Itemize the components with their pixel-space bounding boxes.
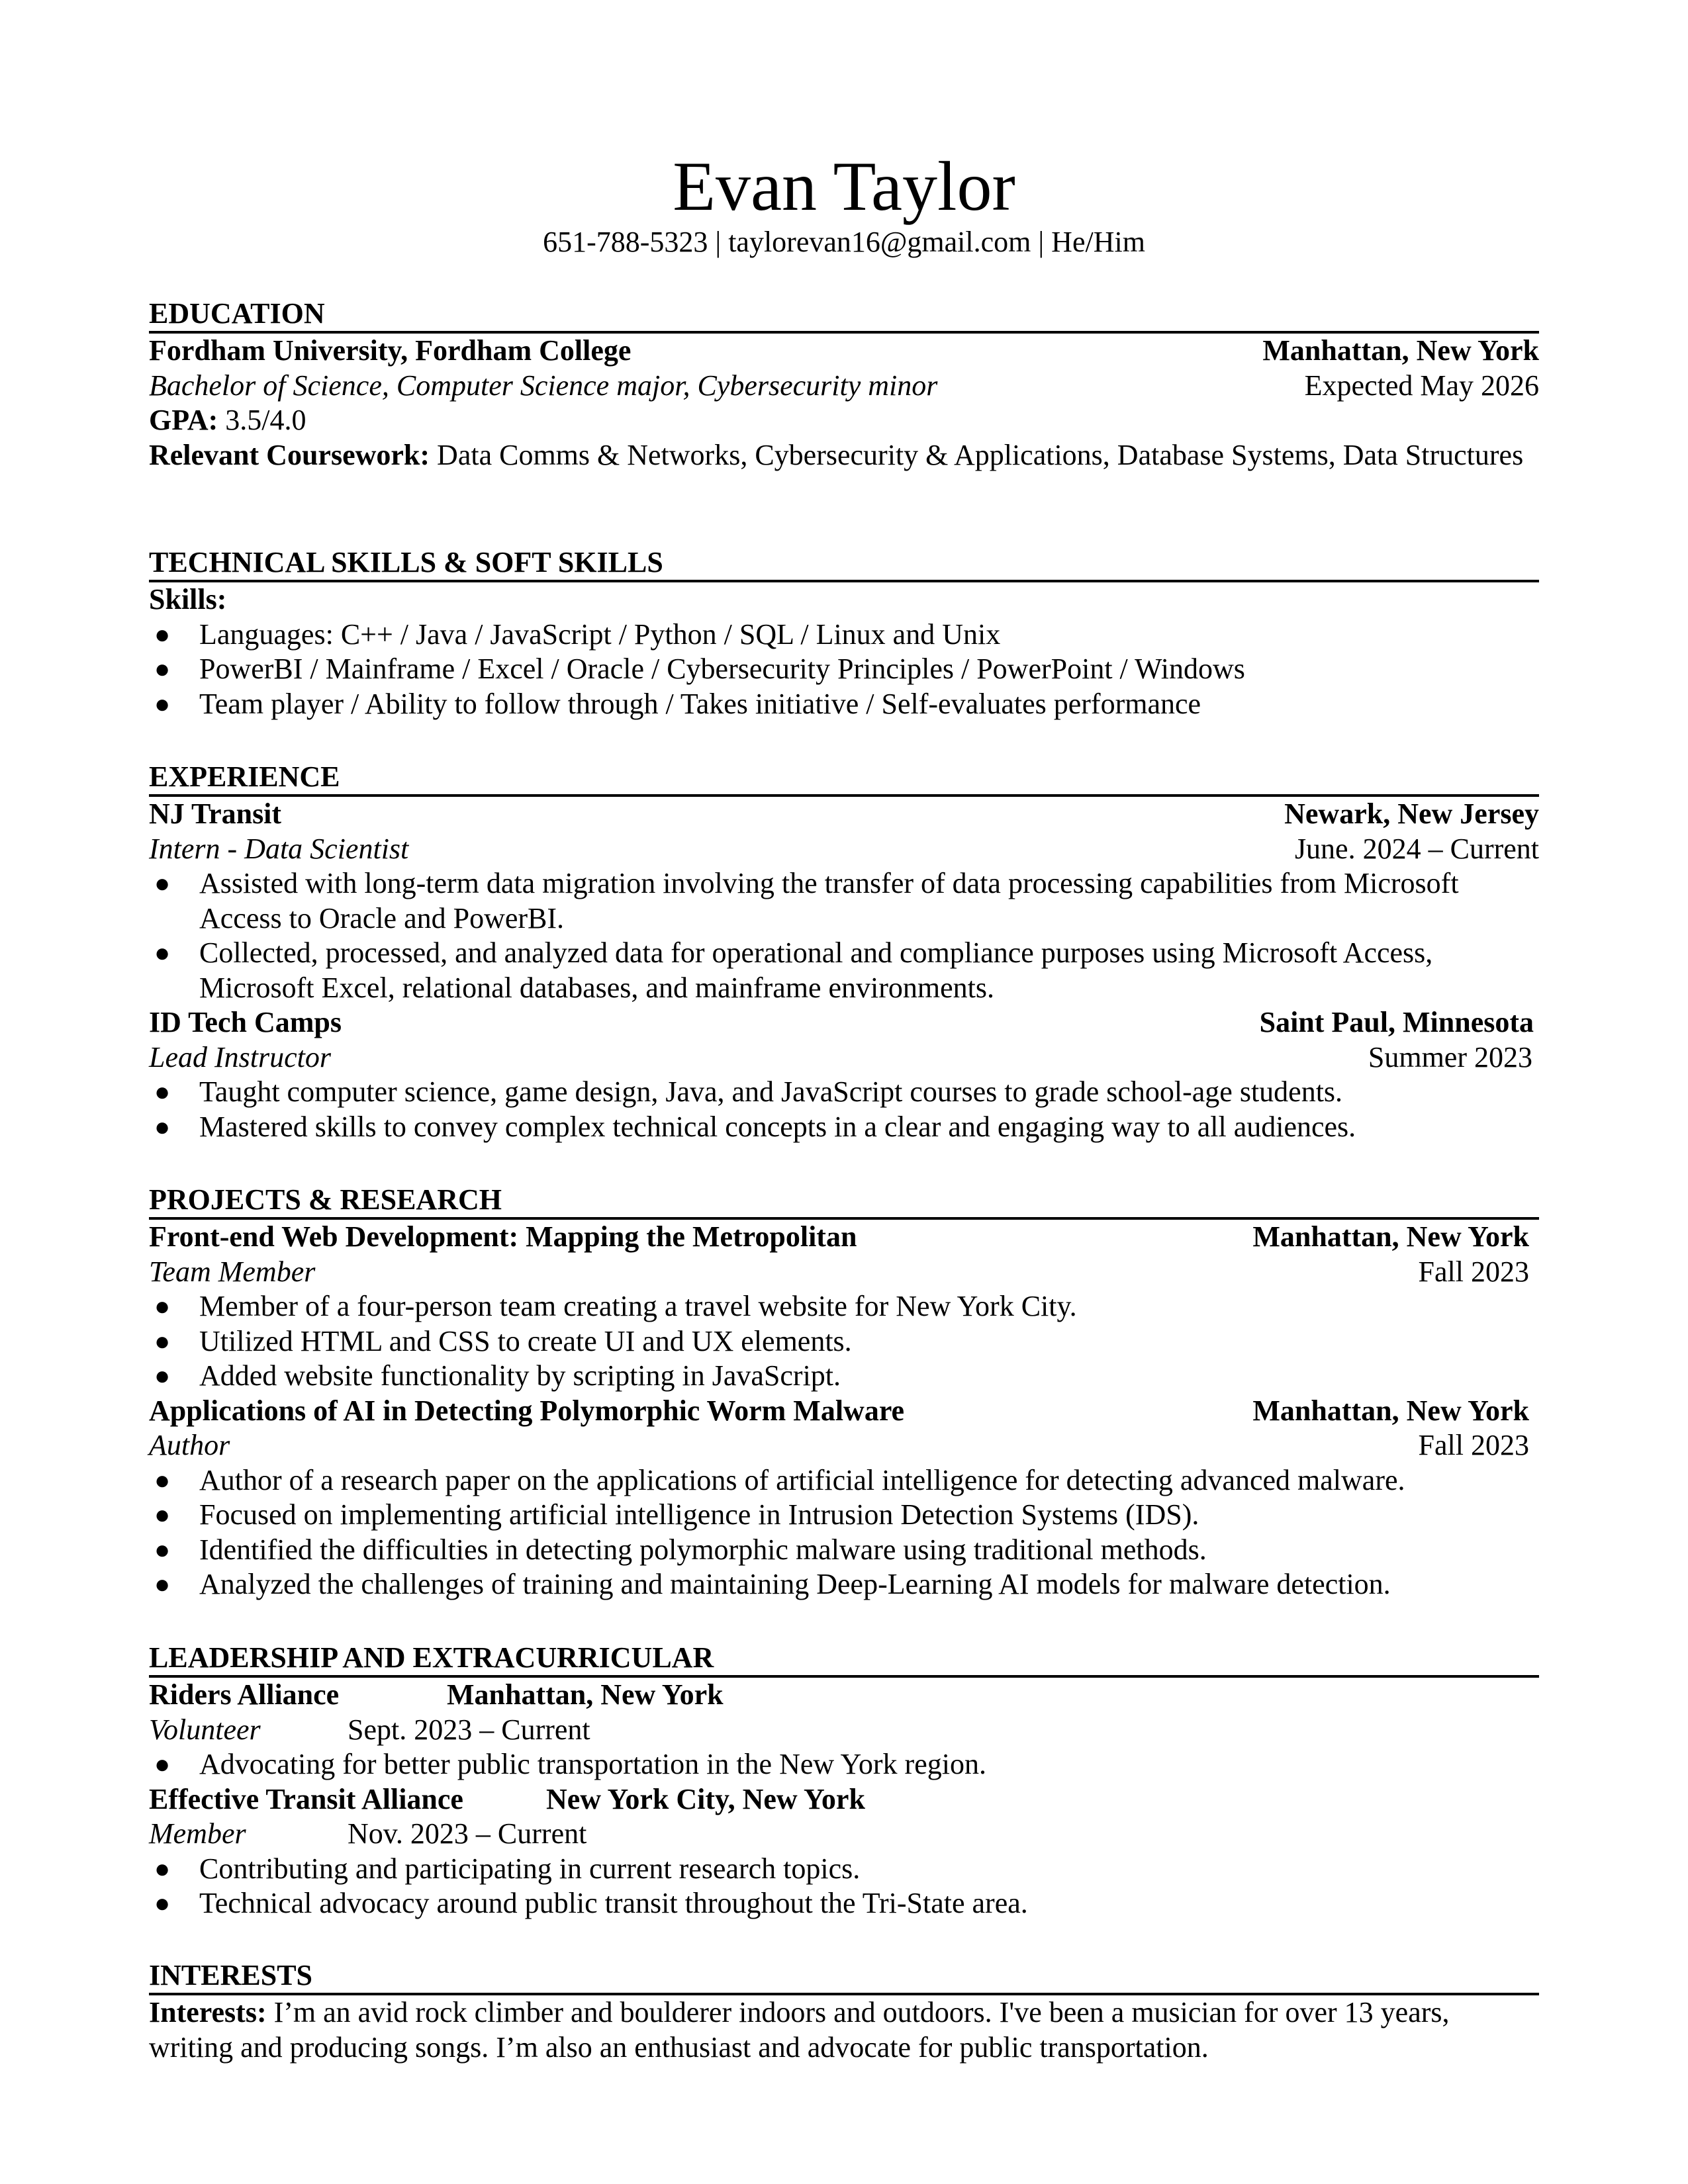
leadership-date: Sept. 2023 – Current: [348, 1713, 590, 1746]
list-item: ● Identified the difficulties in detecting polymorphic malware using traditional methods.: [149, 1533, 1539, 1568]
list-item: ● Analyzed the challenges of training and maintaining Deep-Learning AI models for malware detection.: [149, 1567, 1539, 1602]
list-item: ● Languages: C++ / Java / JavaScript / Python / SQL / Linux and Unix: [149, 617, 1539, 653]
job-role: Intern - Data Scientist: [149, 832, 409, 865]
education-section: [149, 296, 1539, 473]
bullet-icon: ●: [154, 1465, 171, 1495]
list-item: ● Added website functionality by scripting in JavaScript.: [149, 1359, 1539, 1394]
projects-section: [149, 1183, 1539, 1602]
project-date: Fall 2023: [1418, 1255, 1529, 1288]
gpa-label: GPA:: [149, 404, 218, 436]
bullet-icon: ●: [154, 619, 171, 649]
leadership-location: Manhattan, New York: [447, 1678, 724, 1711]
interests-heading: INTERESTS: [149, 1958, 1539, 1995]
contact-line: 651-788-5323 | taylorevan16@gmail.com | He/Him: [543, 226, 1145, 258]
skills-label: Skills:: [149, 583, 227, 615]
interests-section: [149, 1958, 1539, 2065]
bullet-icon: ●: [154, 1534, 171, 1565]
list-item: ● Taught computer science, game design, Java, and JavaScript courses to grade school-age students.: [149, 1075, 1539, 1110]
list-item: ● Contributing and participating in current research topics.: [149, 1852, 1539, 1887]
job-location: Newark, New Jersey: [1284, 797, 1539, 830]
list-item: ● Mastered skills to convey complex technical concepts in a clear and engaging way to all audiences.: [149, 1110, 1539, 1145]
projects-heading: PROJECTS & RESEARCH: [149, 1183, 1539, 1220]
list-item: ● Focused on implementing artificial intelligence in Intrusion Detection Systems (IDS).: [149, 1498, 1539, 1533]
job-date: Summer 2023: [1368, 1040, 1532, 1073]
coursework-value: Data Comms & Networks, Cybersecurity & Applications, Database Systems, Data Structures: [430, 438, 1524, 471]
bullet-icon: ●: [154, 868, 171, 898]
list-item: ● Team player / Ability to follow through / Takes initiative / Self-evaluates performance: [149, 687, 1539, 722]
bullet-icon: ●: [154, 1569, 171, 1599]
job-location: Saint Paul, Minnesota: [1259, 1006, 1534, 1038]
gpa-value: 3.5/4.0: [218, 404, 306, 436]
bullet-icon: ●: [154, 1888, 171, 1918]
job-role: Lead Instructor: [149, 1040, 331, 1073]
project-name: Applications of AI in Detecting Polymorphic Worm Malware: [149, 1394, 905, 1427]
interests-value: I’m an avid rock climber and boulderer indoors and outdoors. I've been a musician for over 13 years, writing and producing songs. I’m also an enthusiast and advocate for public transportation.: [149, 1996, 1450, 2064]
project-role: Team Member: [149, 1255, 316, 1288]
list-item: ● Advocating for better public transportation in the New York region.: [149, 1747, 1539, 1782]
list-item: ● Assisted with long-term data migration involving the transfer of data processing capabilities from Microsoft Access to Oracle and PowerBI.: [154, 867, 1459, 934]
leadership-date: Nov. 2023 – Current: [348, 1817, 587, 1850]
bullet-icon: ●: [154, 1326, 171, 1356]
experience-heading: EXPERIENCE: [149, 760, 1539, 797]
project-name: Front-end Web Development: Mapping the Metropolitan: [149, 1220, 857, 1253]
job-date: June. 2024 – Current: [1294, 832, 1539, 865]
project-location: Manhattan, New York: [1252, 1220, 1529, 1253]
job-org: ID Tech Camps: [149, 1006, 342, 1038]
leadership-role: Volunteer: [149, 1713, 261, 1746]
leadership-org: Effective Transit Alliance: [149, 1782, 463, 1815]
bullet-icon: ●: [154, 938, 171, 968]
bullet-icon: ●: [154, 1500, 171, 1529]
degree: Bachelor of Science, Computer Science major, Cybersecurity minor: [149, 369, 938, 402]
school-location: Manhattan, New York: [1262, 334, 1539, 367]
bullet-icon: ●: [154, 688, 171, 719]
list-item: ● Collected, processed, and analyzed data for operational and compliance purposes using Microsoft Access, Microsoft Excel, relational databases, and mainframe environments.: [154, 936, 1433, 1004]
leadership-heading: LEADERSHIP AND EXTRACURRICULAR: [149, 1641, 1539, 1678]
project-role: Author: [149, 1429, 230, 1461]
project-date: Fall 2023: [1418, 1429, 1529, 1461]
leadership-location: New York City, New York: [546, 1782, 865, 1815]
experience-section: [149, 760, 1539, 1144]
bullet-icon: ●: [154, 1077, 171, 1107]
project-location: Manhattan, New York: [1252, 1394, 1529, 1427]
leadership-role: Member: [149, 1817, 246, 1850]
leadership-section: [149, 1641, 1539, 1921]
bullet-icon: ●: [154, 1111, 171, 1142]
school-name: Fordham University, Fordham College: [149, 334, 632, 367]
skills-section: [149, 545, 1539, 721]
coursework-label: Relevant Coursework:: [149, 438, 430, 471]
list-item: ● PowerBI / Mainframe / Excel / Oracle / Cybersecurity Principles / PowerPoint / Windows: [149, 652, 1539, 687]
list-item: ● Utilized HTML and CSS to create UI and UX elements.: [149, 1324, 1539, 1359]
list-item: ● Technical advocacy around public transit throughout the Tri-State area.: [149, 1886, 1539, 1921]
bullet-icon: ●: [154, 1853, 171, 1884]
graduation-date: Expected May 2026: [1304, 369, 1539, 402]
skills-heading: TECHNICAL SKILLS & SOFT SKILLS: [149, 545, 1539, 582]
bullet-icon: ●: [154, 1291, 171, 1321]
job-org: NJ Transit: [149, 797, 282, 830]
leadership-org: Riders Alliance: [149, 1678, 340, 1711]
bullet-icon: ●: [154, 1361, 171, 1390]
list-item: ● Author of a research paper on the applications of artificial intelligence for detecting advanced malware.: [149, 1463, 1539, 1498]
interests-label: Interests:: [149, 1996, 267, 2028]
bullet-icon: ●: [154, 654, 171, 684]
list-item: ● Member of a four-person team creating a travel website for New York City.: [149, 1289, 1539, 1324]
candidate-name: Evan Taylor: [673, 148, 1015, 225]
education-heading: EDUCATION: [149, 296, 1539, 334]
bullet-icon: ●: [154, 1749, 171, 1779]
